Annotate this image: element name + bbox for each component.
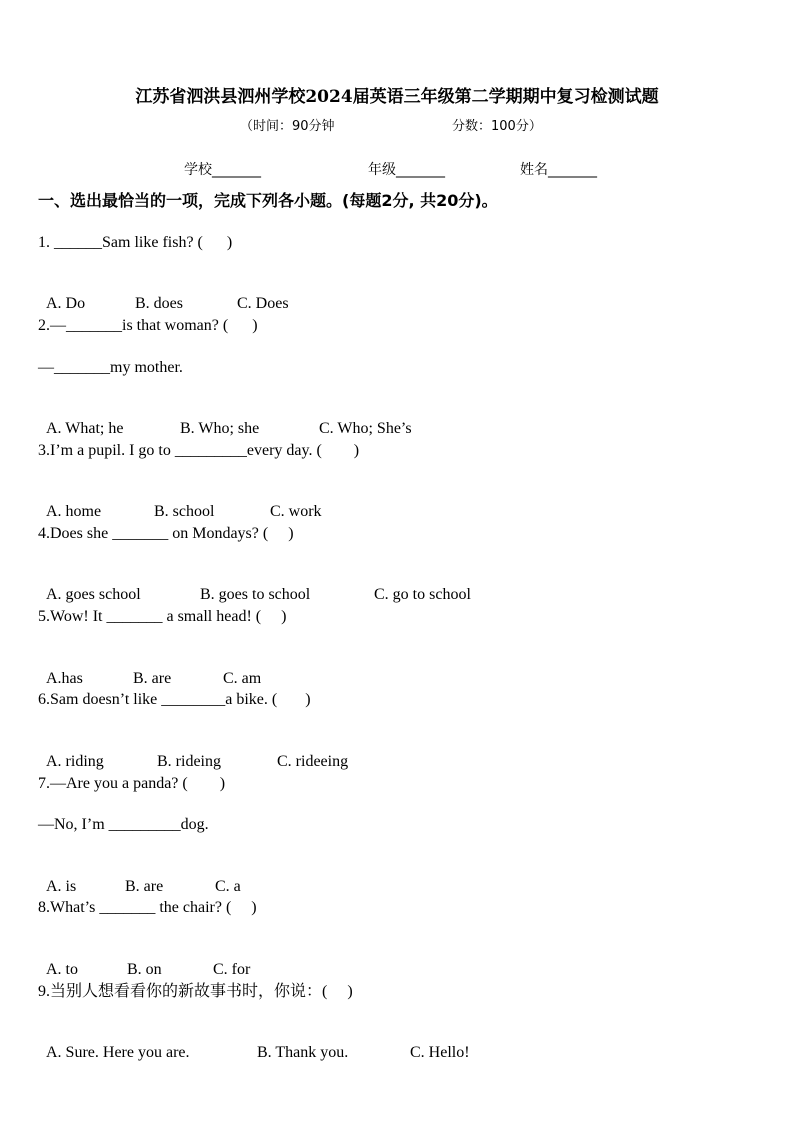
options-3 [38, 482, 322, 522]
question-6: 6.Sam doesn’t like ________a bike. ( ) [38, 691, 311, 708]
question-3: 3.I’m a pupil. I go to _________every day. ( ) [38, 442, 360, 459]
option-b: B. rideing [157, 753, 221, 770]
question-8: 8.What’s _______ the chair? ( ) [38, 899, 257, 916]
option-b: B. Thank you. [257, 1044, 349, 1061]
option-b: B. Who; she [180, 420, 260, 437]
options-1 [38, 274, 289, 314]
option-c: C. Hello! [410, 1044, 470, 1061]
options-6 [38, 732, 348, 772]
question-1: 1. ______Sam like fish? ( ) [38, 234, 233, 251]
name-field: 姓名_______ [520, 162, 597, 178]
options-4 [38, 565, 471, 605]
question-7-line-2: —No, I’m _________dog. [38, 816, 209, 833]
option-c: C. am [223, 670, 262, 687]
option-a: A. Sure. Here you are. [46, 1044, 190, 1061]
exam-time: （时间：90分钟 [240, 119, 335, 134]
option-a: A. riding [46, 753, 104, 770]
option-c: C. a [215, 878, 241, 895]
option-a: A. Do [46, 295, 86, 312]
option-b: B. school [154, 503, 215, 520]
option-b: B. on [127, 961, 162, 978]
option-b: B. are [133, 670, 172, 687]
option-b: B. goes to school [200, 586, 311, 603]
option-c: C. rideeing [277, 753, 349, 770]
question-2-line-2: —_______my mother. [38, 359, 183, 376]
option-a: A.has [46, 670, 83, 687]
option-b: B. are [125, 878, 164, 895]
option-a: A. goes school [46, 586, 141, 603]
options-2 [38, 399, 412, 439]
option-a: A. is [46, 878, 77, 895]
options-9 [38, 1023, 470, 1063]
question-9: 9.当别人想看看你的新故事书时，你说：( ) [38, 983, 353, 1000]
section-heading: 一、选出最恰当的一项，完成下列各小题。(每题2分, 共20分)。 [38, 191, 498, 210]
option-c: C. for [213, 961, 251, 978]
option-c: C. Does [237, 295, 289, 312]
options-7 [38, 857, 241, 897]
option-c: C. Who; She’s [319, 420, 412, 437]
grade-field: 年级_______ [368, 162, 445, 178]
options-8 [38, 940, 250, 980]
exam-score: 分数：100分） [452, 119, 542, 134]
question-5: 5.Wow! It _______ a small head! ( ) [38, 608, 287, 625]
option-a: A. to [46, 961, 78, 978]
option-a: A. home [46, 503, 102, 520]
options-5 [38, 649, 261, 689]
exam-title: 江苏省泗洪县泗州学校2024届英语三年级第二学期期中复习检测试题 [135, 87, 659, 107]
school-field: 学校_______ [184, 162, 261, 178]
option-c: C. go to school [374, 586, 471, 603]
option-b: B. does [135, 295, 183, 312]
option-a: A. What; he [46, 420, 124, 437]
question-7: 7.—Are you a panda? ( ) [38, 775, 226, 792]
question-4: 4.Does she _______ on Mondays? ( ) [38, 525, 294, 542]
question-2: 2.—_______is that woman? ( ) [38, 317, 258, 334]
option-c: C. work [270, 503, 322, 520]
